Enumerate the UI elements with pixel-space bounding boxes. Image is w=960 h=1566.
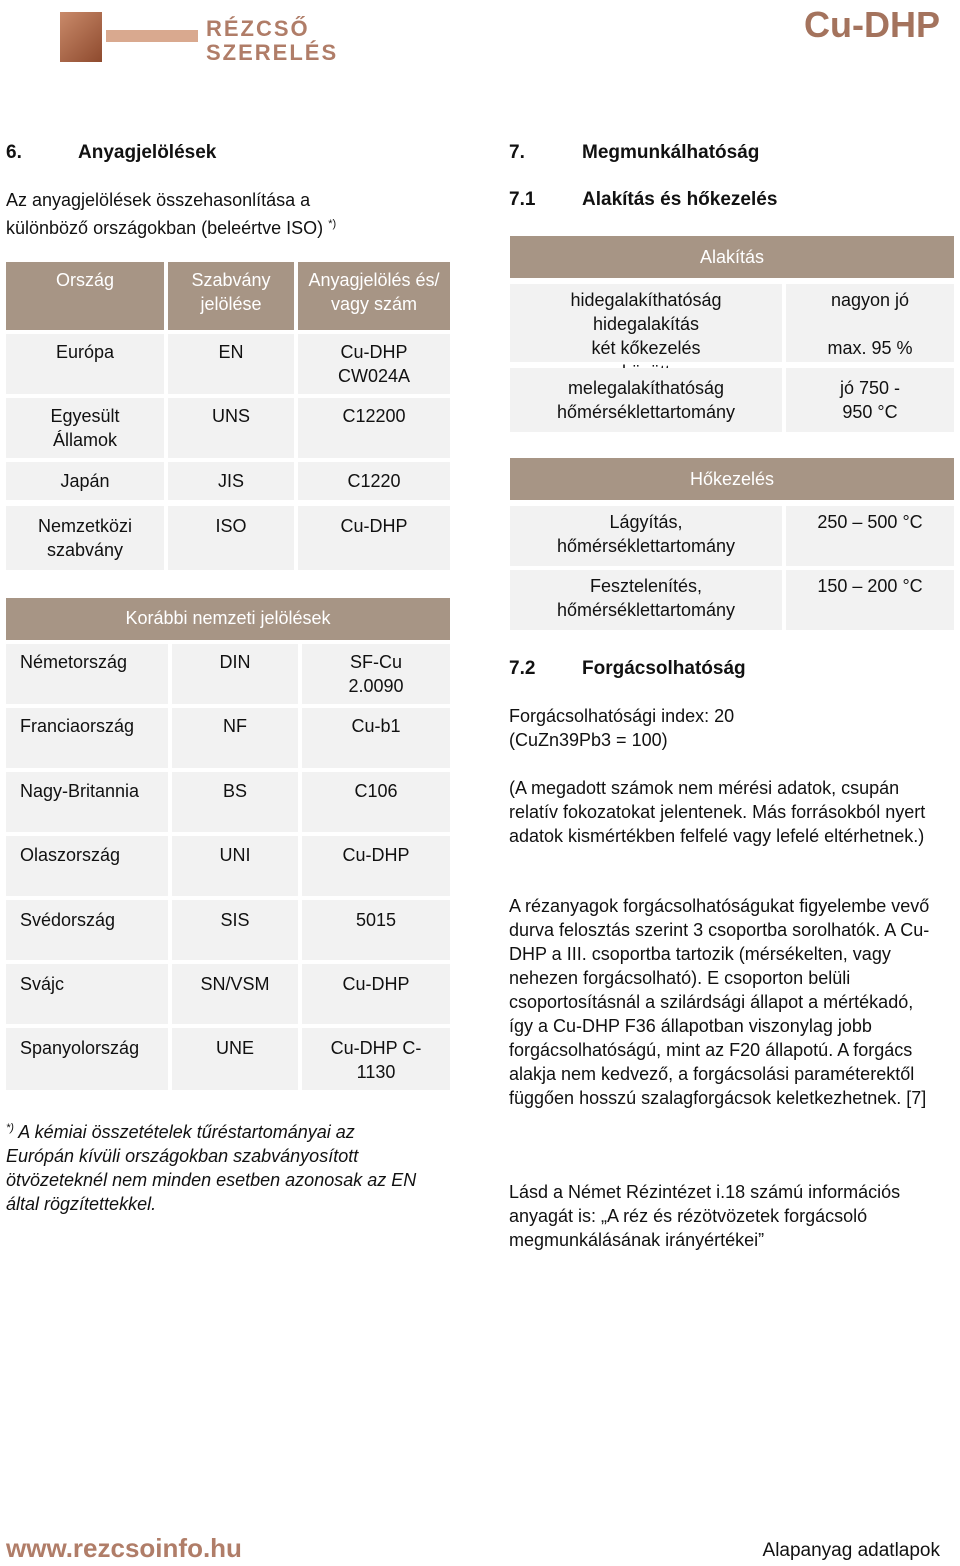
table-cell: UNE [172, 1028, 298, 1090]
logo-text-line2: SZERELÉS [206, 40, 339, 65]
heat-cell: 150 – 200 °C [786, 570, 954, 630]
section6-number: 6. [6, 142, 22, 163]
section71-number: 7.1 [509, 189, 536, 210]
reference-note: Lásd a Német Rézintézet i.18 számú információs anyagát is: „A réz és rézötvözetek forgácsoló megmunkálásának irányértékei” [509, 1182, 901, 1250]
table-cell: Németország [6, 644, 168, 704]
machinability-note: (A megadott számok nem mérési adatok, csupán relatív fokozatokat jelentenek. Más forrásokból nyert adatok kismértékben felfelé vagy lefelé eltérhetnek.) [509, 778, 926, 846]
forming-cell: max. 95 % [827, 338, 913, 358]
table-cell: UNS [168, 398, 294, 458]
section6-title: Anyagjelölések [78, 142, 217, 163]
table-cell: SN/VSM [172, 964, 298, 1024]
table-cell: Japán [6, 462, 164, 500]
section72-number: 7.2 [509, 658, 536, 679]
former-designations-header: Korábbi nemzeti jelölések [6, 598, 450, 640]
table-header-standard: Szabvány jelölése [168, 262, 294, 330]
section7-number: 7. [509, 142, 525, 163]
table-cell: Cu-DHP CW024A [298, 334, 450, 394]
table-cell: Cu-b1 [302, 708, 450, 768]
table-cell: Franciaország [6, 708, 168, 768]
table-cell: C12200 [298, 398, 450, 458]
table-header-designation: Anyagjelölés és/ vagy szám [298, 262, 450, 330]
table-cell: C1220 [298, 462, 450, 500]
machinability-description: A rézanyagok forgácsolhatóságukat figyelembe vevő durva felosztás szerint 3 csoportba sorolhatók. A Cu-DHP a III. csoportba tartozik (mérsékelten, vagy nehezen forgácsolható). E csoporton belüli csoportosításnál a szilárdsági állapot a mértékadó, így a Cu-DHP F36 állapotban viszonylag jobb forgácsolhatóságú, mint az F20 állapotú. A forgács alakja nem kedvező, a forgácsolási paraméterektől függően hosszú szalagforgácsok keletkezhetnek. [7] [509, 896, 930, 1108]
forming-cell: jó 750 - 950 °C [786, 368, 954, 432]
table-cell: Egyesült Államok [6, 398, 164, 458]
logo-mark [60, 12, 102, 62]
machinability-index: Forgácsolhatósági index: 20 (CuZn39Pb3 = 100) [509, 706, 735, 750]
logo-bar [106, 30, 198, 42]
footer-label: Alapanyag adatlapok [762, 1540, 940, 1561]
table-cell: Cu-DHP [298, 506, 450, 570]
table-cell: Cu-DHP C-1130 [302, 1028, 450, 1090]
section72-title: Forgácsolhatóság [582, 658, 746, 679]
table-cell: NF [172, 708, 298, 768]
heat-cell: 250 – 500 °C [786, 506, 954, 566]
table-cell: Svájc [6, 964, 168, 1024]
table-cell: ISO [168, 506, 294, 570]
document-title: Cu-DHP [804, 4, 940, 45]
table-cell: Cu-DHP [302, 964, 450, 1024]
table-cell: Spanyolország [6, 1028, 168, 1090]
forming-cell: melegalakíthatóság hőmérséklettartomány [510, 368, 782, 432]
table-cell: UNI [172, 836, 298, 896]
table-cell: C106 [302, 772, 450, 832]
table-cell: Olaszország [6, 836, 168, 896]
section6-intro-2: különböző országokban (beleértve ISO) *) [6, 218, 337, 238]
forming-header: Alakítás [510, 236, 954, 278]
table-header-country: Ország [6, 262, 164, 330]
section6-intro-1: Az anyagjelölések összehasonlítása a [6, 190, 311, 210]
table-cell: DIN [172, 644, 298, 704]
table-cell: JIS [168, 462, 294, 500]
table-cell: Nemzetközi szabvány [6, 506, 164, 570]
forming-cell: hidegalakíthatóság [510, 284, 782, 314]
heat-cell: Fesztelenítés, hőmérséklettartomány [510, 570, 782, 630]
table-cell: Cu-DHP [302, 836, 450, 896]
logo-text-line1: RÉZCSŐ [206, 16, 310, 41]
table-cell: EN [168, 334, 294, 394]
table-cell: Európa [6, 334, 164, 394]
table-cell: 5015 [302, 900, 450, 960]
footer-url: www.rezcsoinfo.hu [6, 1533, 242, 1563]
footnote: *) A kémiai összetételek tűréstartományai az Európán kívüli országokban szabványosított ötvözeteknél nem minden esetben azonosak az EN által rögzítettekkel. [6, 1122, 417, 1214]
table-cell: Svédország [6, 900, 168, 960]
forming-cell: hidegalakítás két kőkezelés [510, 312, 782, 362]
heat-cell: Lágyítás, hőmérséklettartomány [510, 506, 782, 566]
table-cell: SIS [172, 900, 298, 960]
table-cell: SF-Cu 2.0090 [302, 644, 450, 704]
section71-title: Alakítás és hőkezelés [582, 189, 778, 210]
table-cell: BS [172, 772, 298, 832]
heat-treatment-header: Hőkezelés [510, 458, 954, 500]
section7-title: Megmunkálhatóság [582, 142, 760, 163]
forming-cell: nagyon jó [786, 284, 954, 362]
table-cell: Nagy-Britannia [6, 772, 168, 832]
